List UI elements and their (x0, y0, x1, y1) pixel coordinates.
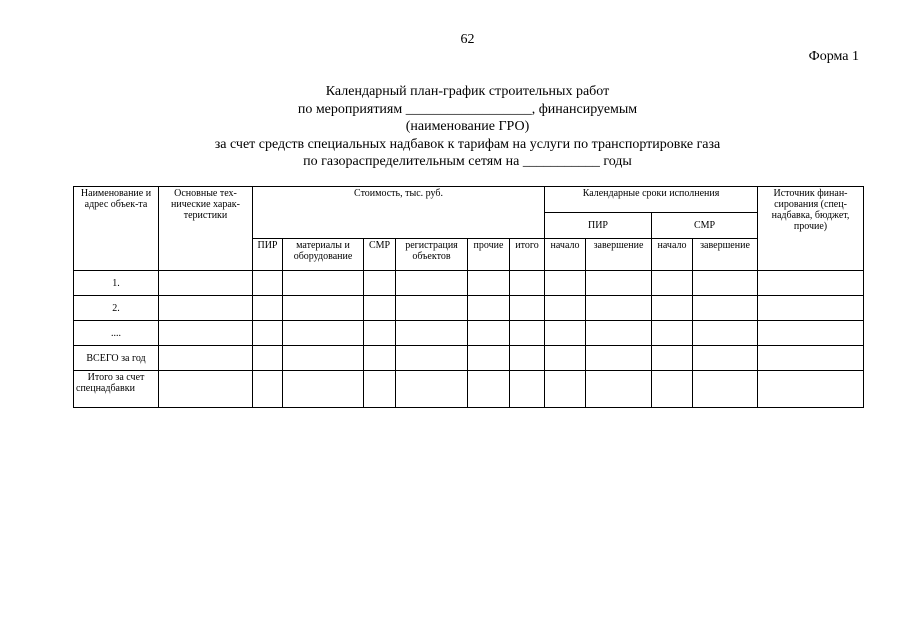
table-cell (396, 346, 468, 371)
table-cell (468, 271, 510, 296)
table-cell (468, 371, 510, 408)
header-funding-source: Источник финан-сирования (спец-надбавка, бюджет, прочие) (758, 187, 864, 271)
header-name-address: Наименование и адрес объек-та (74, 187, 159, 271)
table-cell (545, 271, 586, 296)
table-cell (652, 271, 693, 296)
table-cell (396, 296, 468, 321)
table-cell (652, 371, 693, 408)
header-smr-end: завершение (693, 239, 758, 271)
table-cell (652, 346, 693, 371)
header-smr-start: начало (652, 239, 693, 271)
header-pir-end: завершение (586, 239, 652, 271)
row-label: .... (74, 321, 159, 346)
header-smr-group: СМР (652, 213, 758, 239)
table-cell (283, 271, 364, 296)
table-cell (758, 346, 864, 371)
table-cell (693, 346, 758, 371)
table-row (74, 371, 864, 408)
schedule-table (73, 186, 864, 408)
row-label: 2. (74, 296, 159, 321)
table-row (74, 321, 864, 346)
row-label: 1. (74, 271, 159, 296)
table-cell (693, 296, 758, 321)
table-cell (545, 296, 586, 321)
table-cell (396, 371, 468, 408)
table-cell (758, 371, 864, 408)
table-cell (510, 321, 545, 346)
title-line-4: за счет средств специальных надбавок к тарифам на услуги по транспортировке газа (214, 136, 721, 152)
table-cell (283, 321, 364, 346)
table-cell (253, 346, 283, 371)
table-cell (510, 371, 545, 408)
form-label: Форма 1 (808, 49, 859, 64)
title-line-5: по газораспределительным сетям на ___________ годы (303, 154, 632, 169)
header-pir-start: начало (545, 239, 586, 271)
table-cell (758, 296, 864, 321)
table-cell (510, 346, 545, 371)
table-cell (364, 346, 396, 371)
table-cell (652, 296, 693, 321)
table-cell (468, 321, 510, 346)
table-row (74, 296, 864, 321)
row-label: Итого за счет спецнадбавки (74, 371, 159, 408)
header-cost-total: итого (510, 239, 545, 271)
title-line-1: Календарный план-график строительных работ (325, 84, 610, 99)
table-cell (159, 346, 253, 371)
table-cell (510, 271, 545, 296)
table-cell (253, 371, 283, 408)
table-cell (586, 371, 652, 408)
header-characteristics: Основные тех-нические харак-теристики (159, 187, 253, 271)
table-cell (253, 296, 283, 321)
table-cell (652, 321, 693, 346)
table-cell (693, 271, 758, 296)
table-cell (586, 321, 652, 346)
header-cost-pir: ПИР (253, 239, 283, 271)
table-cell (396, 321, 468, 346)
header-cost-materials: материалы и оборудование (283, 239, 364, 271)
table-cell (253, 321, 283, 346)
table-cell (396, 271, 468, 296)
header-schedule: Календарные сроки исполнения (545, 187, 758, 213)
table-cell (510, 296, 545, 321)
table-cell (364, 321, 396, 346)
table-cell (586, 271, 652, 296)
header-row-1 (74, 187, 864, 213)
table-cell (693, 321, 758, 346)
document-title (0, 83, 905, 171)
table-cell (586, 296, 652, 321)
title-line-3: (наименование ГРО) (405, 119, 530, 134)
table-cell (159, 321, 253, 346)
table-cell (253, 271, 283, 296)
table-cell (159, 371, 253, 408)
table-cell (364, 296, 396, 321)
table-cell (159, 271, 253, 296)
table-cell (758, 321, 864, 346)
header-cost: Стоимость, тыс. руб. (253, 187, 545, 239)
row-label: ВСЕГО за год (74, 346, 159, 371)
table-cell (468, 296, 510, 321)
table-cell (693, 371, 758, 408)
title-line-2: по мероприятиям __________________, финансируемым (297, 101, 638, 117)
table-cell (364, 371, 396, 408)
header-cost-smr: СМР (364, 239, 396, 271)
table-row (74, 271, 864, 296)
header-pir-group: ПИР (545, 213, 652, 239)
header-cost-registration: регистрация объектов (396, 239, 468, 271)
table-cell (586, 346, 652, 371)
table-cell (283, 296, 364, 321)
table-cell (545, 321, 586, 346)
table-cell (468, 346, 510, 371)
page-number: 62 (460, 32, 475, 47)
header-cost-other: прочие (468, 239, 510, 271)
table-cell (283, 346, 364, 371)
table-cell (364, 271, 396, 296)
table-cell (758, 271, 864, 296)
table-row (74, 346, 864, 371)
table-cell (545, 371, 586, 408)
table-cell (545, 346, 586, 371)
table-cell (159, 296, 253, 321)
table-cell (283, 371, 364, 408)
